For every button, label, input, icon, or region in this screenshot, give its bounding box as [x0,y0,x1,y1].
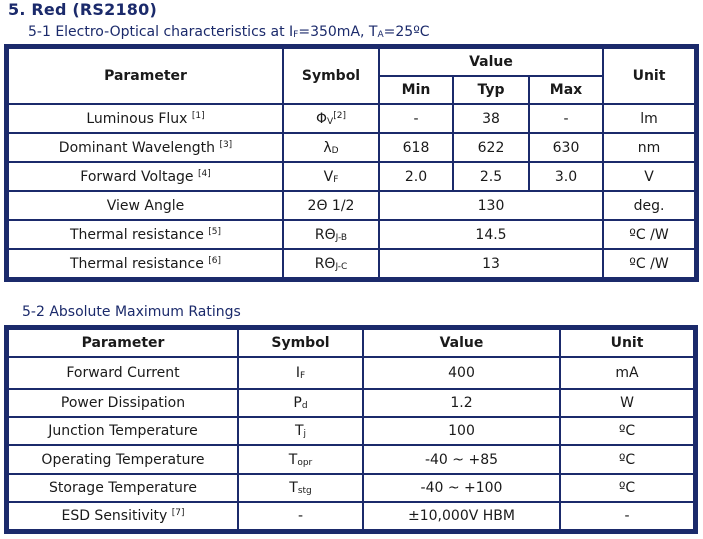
footnote-ref: [7] [171,508,185,518]
unit-cell: ºC [561,475,693,501]
parameter-label: Operating Temperature [41,451,205,468]
symbol-subscript: j [303,429,307,439]
symbol-main: T [288,451,298,468]
typ-cell: 38 [454,105,528,132]
symbol-cell [239,446,362,473]
parameter-cell [9,134,282,161]
value-cell: -40 ~ +100 [364,475,559,501]
symbol-cell [284,163,378,190]
table-row [9,446,693,473]
table-row [9,221,694,248]
symbol-cell [239,390,362,416]
symbol-subscript: D [331,145,339,156]
min-cell: 2.0 [380,163,452,190]
parameter-label: Thermal resistance [69,255,204,272]
symbol-cell [284,221,378,248]
parameter-label: Junction Temperature [48,423,198,439]
footnote-ref: [3] [219,139,233,150]
table2-caption: 5-2 Absolute Maximum Ratings [22,304,241,320]
parameter-label: View Angle [106,197,185,214]
parameter-cell [9,105,282,132]
value-cell: 130 [380,192,602,219]
unit-cell: ºC [561,446,693,473]
header-parameter: Parameter [9,49,282,103]
symbol-main: P [293,395,302,411]
value-cell: ±10,000V HBM [364,503,559,529]
symbol-cell [239,358,362,388]
table-row [9,163,694,190]
header-value: Value [364,330,559,356]
max-cell: 630 [530,134,602,161]
typ-cell: 622 [454,134,528,161]
symbol-subscript: d [301,401,308,411]
parameter-cell [9,250,282,277]
symbol-cell [284,192,378,219]
symbol-subscript: F [333,174,339,185]
header-unit: Unit [561,330,693,356]
symbol-footnote: [2] [333,110,346,121]
header-max: Max [530,77,602,103]
parameter-label: Storage Temperature [49,480,197,496]
symbol-main: T [294,423,304,439]
table-row [9,390,693,416]
table1-caption: 5-1 Electro-Optical characteristics at $I_F=350mA$, $T_A=25ºC$ [28,24,430,40]
table-row [9,503,693,529]
header-parameter: Parameter [9,330,237,356]
value-cell: 400 [364,358,559,388]
symbol-subscript: stg [297,486,312,496]
min-cell: 618 [380,134,452,161]
symbol-main: - [297,508,304,524]
parameter-label: Luminous Flux [86,110,188,127]
parameter-label: Thermal resistance [69,226,204,243]
header-unit: Unit [604,49,694,103]
header-symbol: Symbol [239,330,362,356]
parameter-cell [9,163,282,190]
section-title: 5. Red (RS2180) [8,0,157,19]
parameter-cell [9,192,282,219]
unit-cell: W [561,390,693,416]
absolute-max-ratings-table [4,325,698,534]
value-cell: -40 ~ +85 [364,446,559,473]
unit-cell: - [561,503,693,529]
parameter-label: Power Dissipation [60,395,186,411]
unit-cell: deg. [604,192,694,219]
max-cell: - [530,105,602,132]
table-row [9,358,693,388]
header-min: Min [380,77,452,103]
parameter-label: Forward Voltage [80,168,194,185]
footnote-ref: [4] [197,168,211,179]
symbol-subscript: J-B [335,232,348,243]
header-value: Value [380,49,602,75]
parameter-cell [9,390,237,416]
symbol-cell [239,418,362,444]
parameter-cell [9,475,237,501]
unit-cell: ºC /W [604,221,694,248]
unit-cell: ºC [561,418,693,444]
symbol-main: I [295,365,300,381]
footnote-ref: [1] [191,110,205,121]
table-row [9,192,694,219]
header-symbol: Symbol [284,49,378,103]
symbol-main: RΘ [314,255,336,272]
min-cell: - [380,105,452,132]
footnote-ref: [6] [208,255,222,266]
parameter-cell [9,446,237,473]
value-cell: 14.5 [380,221,602,248]
symbol-subscript: F [299,371,306,381]
symbol-subscript: J-C [335,261,348,272]
symbol-subscript: V [327,116,334,127]
symbol-cell [239,503,362,529]
symbol-cell [239,475,362,501]
unit-cell: lm [604,105,694,132]
table-row [9,475,693,501]
footnote-ref: [5] [208,226,222,237]
header-typ: Typ [454,77,528,103]
typ-cell: 2.5 [454,163,528,190]
value-cell: 100 [364,418,559,444]
symbol-cell [284,134,378,161]
electro-optical-table [4,44,699,282]
symbol-main: RΘ [314,226,336,243]
table-row [9,105,694,132]
symbol-main: λ [323,139,332,156]
symbol-cell [284,250,378,277]
parameter-cell [9,221,282,248]
parameter-cell [9,418,237,444]
symbol-main: 2Θ 1/2 [307,197,355,214]
table-row [9,418,693,444]
symbol-cell [284,105,378,132]
table-row [9,250,694,277]
value-cell: 1.2 [364,390,559,416]
parameter-label: Forward Current [66,365,180,381]
symbol-subscript: opr [297,457,313,468]
symbol-main: V [323,168,334,185]
parameter-label: Dominant Wavelength [58,139,215,156]
value-cell: 13 [380,250,602,277]
max-cell: 3.0 [530,163,602,190]
parameter-cell [9,503,237,529]
parameter-cell [9,358,237,388]
unit-cell: mA [561,358,693,388]
unit-cell: nm [604,134,694,161]
symbol-main: T [289,480,298,496]
unit-cell: ºC /W [604,250,694,277]
table-row [9,134,694,161]
parameter-label: ESD Sensitivity [61,508,168,524]
unit-cell: V [604,163,694,190]
symbol-main: Φ [316,110,328,127]
